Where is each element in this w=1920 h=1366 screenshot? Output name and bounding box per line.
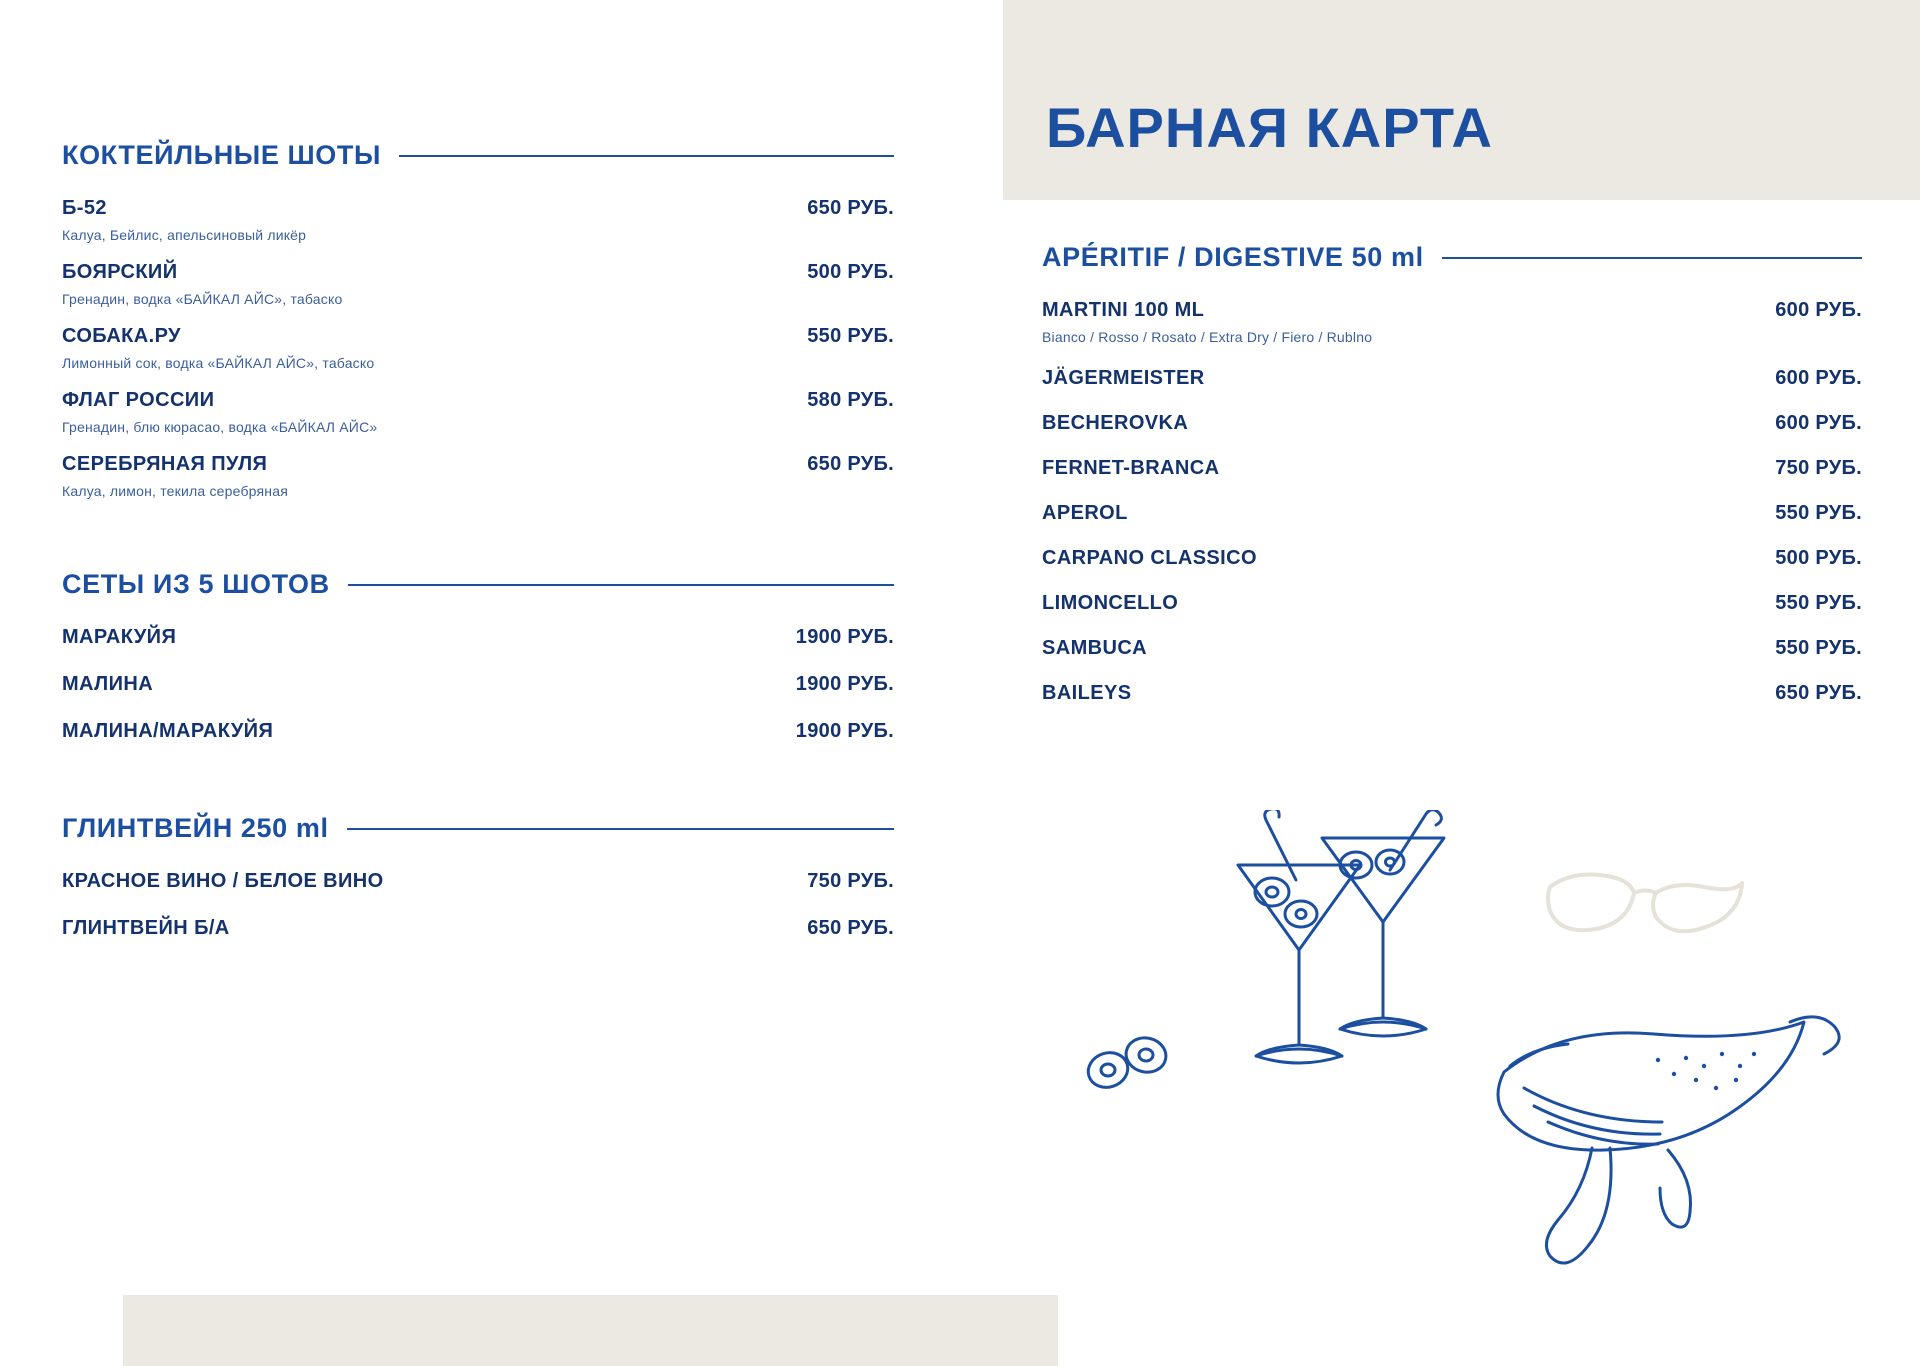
item-name: SAMBUCA bbox=[1042, 637, 1148, 659]
section-title: APÉRITIF / DIGESTIVE 50 ml bbox=[1042, 242, 1424, 272]
section-items bbox=[62, 870, 894, 940]
item-description: Лимонный сок, водка «БАЙКАЛ АЙС», табаско bbox=[62, 355, 375, 371]
section-cocktail-shots bbox=[62, 140, 894, 499]
right-column bbox=[1042, 242, 1862, 757]
item-price: 550 РУБ. bbox=[1775, 502, 1862, 524]
section-header bbox=[1042, 242, 1862, 273]
section-items bbox=[62, 626, 894, 743]
item-name: СОБАКА.РУ bbox=[62, 325, 181, 347]
sunglasses-illustration bbox=[1540, 855, 1750, 970]
list-item bbox=[62, 870, 894, 893]
list-item bbox=[1042, 412, 1862, 435]
item-name: APEROL bbox=[1042, 502, 1128, 524]
section-header bbox=[62, 813, 894, 844]
item-name: BECHEROVKA bbox=[1042, 412, 1189, 434]
item-price: 580 РУБ. bbox=[807, 389, 894, 411]
item-price: 550 РУБ. bbox=[807, 325, 894, 347]
section-header bbox=[62, 140, 894, 171]
section-title: КОКТЕЙЛЬНЫЕ ШОТЫ bbox=[62, 140, 381, 170]
item-price: 500 РУБ. bbox=[1775, 547, 1862, 569]
list-item bbox=[62, 197, 894, 243]
item-price: 600 РУБ. bbox=[1775, 367, 1862, 389]
item-name: СЕРЕБРЯНАЯ ПУЛЯ bbox=[62, 453, 268, 475]
item-name: МАЛИНА bbox=[62, 673, 154, 695]
list-item bbox=[1042, 547, 1862, 570]
section-mulled-wine bbox=[62, 813, 894, 940]
item-price: 650 РУБ. bbox=[807, 453, 894, 475]
section-rule bbox=[347, 828, 894, 830]
item-price: 550 РУБ. bbox=[1775, 637, 1862, 659]
item-name: FERNET-BRANCA bbox=[1042, 457, 1220, 479]
list-item bbox=[1042, 457, 1862, 480]
list-item bbox=[1042, 367, 1862, 390]
section-aperitif-digestive bbox=[1042, 242, 1862, 705]
list-item bbox=[62, 389, 894, 435]
list-item bbox=[62, 917, 894, 940]
list-item bbox=[1042, 299, 1862, 345]
item-price: 750 РУБ. bbox=[807, 870, 894, 892]
section-shot-sets bbox=[62, 569, 894, 743]
item-price: 650 РУБ. bbox=[807, 197, 894, 219]
item-price: 1900 РУБ. bbox=[795, 626, 894, 648]
left-column bbox=[62, 140, 894, 992]
page-title: БАРНАЯ КАРТА bbox=[1046, 96, 1493, 159]
item-name: LIMONCELLO bbox=[1042, 592, 1179, 614]
item-name: JÄGERMEISTER bbox=[1042, 367, 1205, 389]
section-items bbox=[1042, 299, 1862, 705]
section-title: СЕТЫ ИЗ 5 ШОТОВ bbox=[62, 569, 330, 599]
item-description: Гренадин, водка «БАЙКАЛ АЙС», табаско bbox=[62, 291, 343, 307]
item-description: Bianco / Rosso / Rosato / Extra Dry / Fiero / Rublno bbox=[1042, 329, 1373, 345]
item-name: БОЯРСКИЙ bbox=[62, 261, 178, 283]
item-description: Калуа, Бейлис, апельсиновый ликёр bbox=[62, 227, 307, 243]
section-rule bbox=[348, 584, 894, 586]
martini-cocktails-illustration bbox=[1060, 810, 1480, 1145]
item-price: 550 РУБ. bbox=[1775, 592, 1862, 614]
list-item bbox=[1042, 502, 1862, 525]
list-item bbox=[1042, 682, 1862, 705]
item-name: CARPANO CLASSICO bbox=[1042, 547, 1257, 569]
section-rule bbox=[399, 155, 894, 157]
item-price: 750 РУБ. bbox=[1775, 457, 1862, 479]
item-name: Б-52 bbox=[62, 197, 107, 219]
item-description: Калуа, лимон, текила серебряная bbox=[62, 483, 288, 499]
item-price: 650 РУБ. bbox=[807, 917, 894, 939]
section-rule bbox=[1442, 257, 1862, 259]
item-description: Гренадин, блю кюрасао, водка «БАЙКАЛ АЙС» bbox=[62, 419, 378, 435]
item-name: ГЛИНТВЕЙН Б/А bbox=[62, 917, 230, 939]
item-price: 650 РУБ. bbox=[1775, 682, 1862, 704]
list-item bbox=[62, 626, 894, 649]
list-item bbox=[62, 673, 894, 696]
item-price: 500 РУБ. bbox=[807, 261, 894, 283]
item-name: МАРАКУЙЯ bbox=[62, 626, 177, 648]
item-name: ФЛАГ РОССИИ bbox=[62, 389, 215, 411]
item-name: BAILEYS bbox=[1042, 682, 1132, 704]
list-item bbox=[62, 453, 894, 499]
bottom-strip-background bbox=[123, 1295, 1058, 1366]
list-item bbox=[1042, 592, 1862, 615]
item-name: МАЛИНА/МАРАКУЙЯ bbox=[62, 720, 274, 742]
item-price: 1900 РУБ. bbox=[795, 673, 894, 695]
item-price: 600 РУБ. bbox=[1775, 412, 1862, 434]
item-name: КРАСНОЕ ВИНО / БЕЛОЕ ВИНО bbox=[62, 870, 384, 892]
item-name: MARTINI 100 ML bbox=[1042, 299, 1205, 321]
section-title: ГЛИНТВЕЙН 250 ml bbox=[62, 813, 329, 843]
whale-illustration bbox=[1490, 1010, 1890, 1335]
section-items bbox=[62, 197, 894, 499]
list-item bbox=[1042, 637, 1862, 660]
section-header bbox=[62, 569, 894, 600]
list-item bbox=[62, 261, 894, 307]
item-price: 600 РУБ. bbox=[1775, 299, 1862, 321]
list-item bbox=[62, 325, 894, 371]
item-price: 1900 РУБ. bbox=[795, 720, 894, 742]
list-item bbox=[62, 720, 894, 743]
